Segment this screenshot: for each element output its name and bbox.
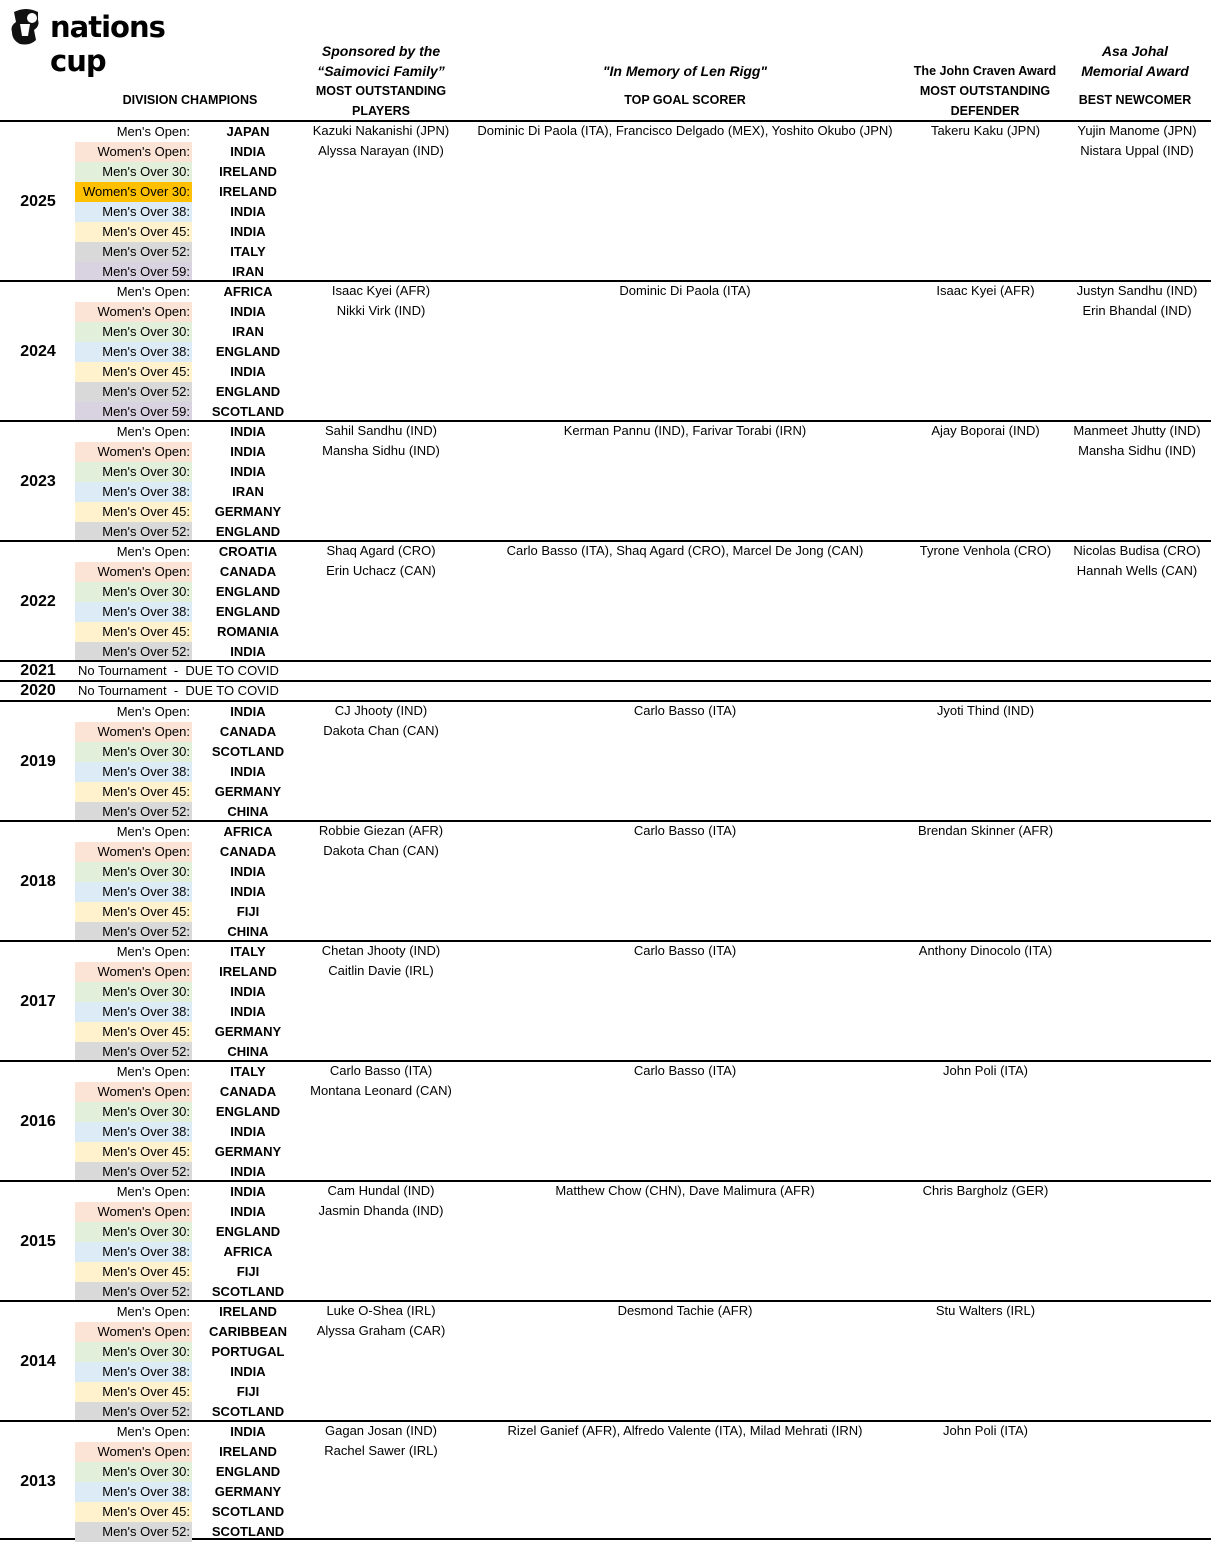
best-defender: Tyrone Venhola (CRO) [919,543,1052,558]
division-label: Women's Open: [75,1082,192,1102]
mvp-winner: Alyssa Narayan (IND) [318,143,444,158]
top-goal-scorer: Dominic Di Paola (ITA), Francisco Delgado (MEX), Yoshito Okubo (JPN) [477,123,893,138]
division-champion: ITALY [230,244,266,259]
division-label: Men's Open: [75,1182,192,1202]
year-label: 2016 [20,1113,56,1130]
newcomer-award-1: Asa Johal [1101,43,1169,59]
division-label: Men's Over 38: [75,1122,192,1142]
division-label: Men's Over 52: [75,522,192,542]
division-label: Men's Over 30: [75,982,192,1002]
top-goal-scorer: Carlo Basso (ITA) [633,1063,737,1078]
best-defender: Takeru Kaku (JPN) [930,123,1041,138]
division-label: Men's Over 52: [75,1522,192,1542]
division-label: Men's Over 52: [75,922,192,942]
best-defender: Stu Walters (IRL) [935,1303,1036,1318]
division-champion: SCOTLAND [211,1504,285,1519]
newcomer-title: BEST NEWCOMER [1078,93,1192,107]
mvp-winner: CJ Jhooty (IND) [334,703,428,718]
division-label: Women's Open: [75,562,192,582]
division-champion: INDIA [230,704,266,719]
division-label: Men's Over 38: [75,1002,192,1022]
mvp-winner: Sahil Sandhu (IND) [325,423,437,438]
division-champion: CANADA [219,564,277,579]
mvp-header [300,41,462,121]
year-block-2017 [0,940,1211,1060]
division-champion: IRELAND [219,164,277,179]
division-label: Women's Open: [75,302,192,322]
division-champion: AFRICA [223,824,273,839]
defender-title-2: DEFENDER [950,104,1020,118]
year-label: 2017 [20,993,56,1010]
division-label: Men's Over 52: [75,242,192,262]
best-defender: Isaac Kyei (AFR) [936,283,1035,298]
division-champion: GERMANY [214,784,282,799]
year-label: 2014 [20,1353,56,1370]
division-label: Men's Open: [75,1062,192,1082]
best-newcomer: Erin Bhandal (IND) [1082,303,1192,318]
year-label: 2019 [20,753,56,770]
nations-cup-logo [6,6,206,78]
mvp-winner: Dakota Chan (CAN) [323,843,439,858]
division-label: Men's Over 45: [75,902,192,922]
division-champion: CANADA [219,1084,277,1099]
division-champion: IRELAND [219,184,277,199]
mvp-winner: Caitlin Davie (IRL) [328,963,434,978]
division-champion: PORTUGAL [211,1344,285,1359]
mvp-winner: Montana Leonard (CAN) [310,1083,452,1098]
division-champion: INDIA [230,224,266,239]
best-newcomer: Mansha Sidhu (IND) [1078,443,1196,458]
division-label: Men's Over 52: [75,1162,192,1182]
best-defender: Ajay Boporai (IND) [931,423,1040,438]
year-label: 2025 [20,193,56,210]
division-label: Men's Over 45: [75,1382,192,1402]
division-champion: INDIA [230,1424,266,1439]
division-label: Men's Open: [75,282,192,302]
division-champion: INDIA [230,984,266,999]
division-champion: IRELAND [219,1444,277,1459]
division-champion: FIJI [236,904,260,919]
mvp-winner: Erin Uchacz (CAN) [326,563,436,578]
division-champion: ENGLAND [215,1464,281,1479]
best-newcomer: Justyn Sandhu (IND) [1076,283,1198,298]
division-champion: IRAN [232,324,264,339]
division-champion: INDIA [230,424,266,439]
division-champion: CHINA [227,804,269,819]
division-champion: INDIA [230,1164,266,1179]
mvp-winner: Luke O-Shea (IRL) [326,1303,436,1318]
division-label: Women's Over 30: [75,182,192,202]
division-champion: SCOTLAND [211,1284,285,1299]
division-champion: IRAN [232,484,264,499]
top-goal-scorer: Carlo Basso (ITA) [633,943,737,958]
mvp-winner: Alyssa Graham (CAR) [316,1323,446,1338]
division-label: Men's Over 38: [75,882,192,902]
defender-title: MOST OUTSTANDING [919,84,1051,98]
division-label: Men's Over 59: [75,262,192,282]
mvp-winner: Kazuki Nakanishi (JPN) [312,123,450,138]
division-champion: CANADA [219,844,277,859]
division-label: Men's Open: [75,122,192,142]
division-label: Men's Over 30: [75,1102,192,1122]
division-label: Men's Over 45: [75,1502,192,1522]
division-label: Men's Over 52: [75,1282,192,1302]
division-champion: GERMANY [214,504,282,519]
division-label: Men's Over 45: [75,1262,192,1282]
defender-award: The John Craven Award [913,64,1057,78]
division-label: Men's Open: [75,1422,192,1442]
division-label: Men's Over 38: [75,762,192,782]
division-label: Men's Open: [75,822,192,842]
mvp-sponsor-line: Sponsored by the [321,43,441,59]
division-label: Men's Open: [75,542,192,562]
division-label: Men's Over 45: [75,1022,192,1042]
division-label: Men's Over 30: [75,462,192,482]
division-label: Men's Open: [75,422,192,442]
mvp-title: MOST OUTSTANDING [315,84,447,98]
year-block-2014 [0,1300,1211,1420]
division-champion: GERMANY [214,1484,282,1499]
division-label: Women's Open: [75,962,192,982]
division-champion: INDIA [230,364,266,379]
year-block-2025 [0,120,1211,280]
division-champion: FIJI [236,1264,260,1279]
division-label: Men's Over 52: [75,1402,192,1422]
best-defender: John Poli (ITA) [942,1063,1028,1078]
division-champion: INDIA [230,1124,266,1139]
year-block-2013 [0,1420,1211,1540]
best-newcomer: Nicolas Budisa (CRO) [1073,543,1201,558]
division-label: Men's Over 45: [75,782,192,802]
mvp-title-2: PLAYERS [352,104,410,118]
division-champion: GERMANY [214,1024,282,1039]
division-label: Men's Over 30: [75,1222,192,1242]
best-defender: Brendan Skinner (AFR) [917,823,1054,838]
division-label: Men's Open: [75,1302,192,1322]
division-champion: IRELAND [219,1304,277,1319]
division-champion: ENGLAND [215,604,281,619]
division-champions-title: DIVISION CHAMPIONS [122,93,258,107]
division-champion: SCOTLAND [211,404,285,419]
year-block-2015 [0,1180,1211,1300]
division-label: Men's Over 45: [75,222,192,242]
division-champion: INDIA [230,464,266,479]
mvp-winner: Carlo Basso (ITA) [329,1063,433,1078]
division-champion: CARIBBEAN [209,1324,287,1339]
division-label: Men's Over 30: [75,582,192,602]
division-label: Men's Over 30: [75,862,192,882]
best-defender: Chris Bargholz (GER) [922,1183,1049,1198]
division-label: Men's Over 30: [75,742,192,762]
division-champion: INDIA [230,1004,266,1019]
newcomer-award-2: Memorial Award [1081,63,1189,79]
mvp-winner: Chetan Jhooty (IND) [321,943,441,958]
division-champion: GERMANY [214,1144,282,1159]
division-label: Women's Open: [75,1322,192,1342]
newcomer-header [1060,41,1210,110]
division-champion: ROMANIA [216,624,280,639]
division-label: Men's Over 30: [75,162,192,182]
best-newcomer: Hannah Wells (CAN) [1076,563,1198,578]
top-goal-scorer: Desmond Tachie (AFR) [617,1303,753,1318]
best-defender: John Poli (ITA) [942,1423,1028,1438]
division-champion: ENGLAND [215,384,281,399]
best-newcomer: Manmeet Jhutty (IND) [1073,423,1201,438]
division-champion: ITALY [230,1064,266,1079]
division-label: Men's Over 30: [75,322,192,342]
division-label: Men's Over 45: [75,502,192,522]
division-champion: INDIA [230,304,266,319]
division-label: Men's Over 38: [75,1242,192,1262]
top-goal-scorer: Carlo Basso (ITA), Shaq Agard (CRO), Marcel De Jong (CAN) [506,543,864,558]
top-goal-scorer: Carlo Basso (ITA) [633,703,737,718]
division-champion: ENGLAND [215,1104,281,1119]
year-label: 2020 [20,682,56,699]
division-champion: INDIA [230,884,266,899]
division-label: Men's Over 52: [75,802,192,822]
top-goal-scorer: Kerman Pannu (IND), Farivar Torabi (IRN) [563,423,807,438]
best-newcomer: Nistara Uppal (IND) [1080,143,1194,158]
division-label: Men's Over 59: [75,402,192,422]
mvp-winner: Dakota Chan (CAN) [323,723,439,738]
division-champion: SCOTLAND [211,1524,285,1539]
best-newcomer: Yujin Manome (JPN) [1077,123,1197,138]
division-champion: INDIA [230,764,266,779]
division-label: Men's Over 30: [75,1462,192,1482]
division-champion: CHINA [227,1044,269,1059]
division-champion: CHINA [227,924,269,939]
top-goal-scorer: Carlo Basso (ITA) [633,823,737,838]
trophy-player-icon [6,6,48,48]
results-table [0,120,1211,1540]
division-label: Men's Over 45: [75,622,192,642]
mvp-winner: Rachel Sawer (IRL) [324,1443,438,1458]
division-label: Women's Open: [75,722,192,742]
year-block-2016 [0,1060,1211,1180]
division-label: Men's Over 38: [75,202,192,222]
best-defender: Anthony Dinocolo (ITA) [918,943,1053,958]
division-label: Men's Open: [75,942,192,962]
year-label: 2024 [20,343,56,360]
division-champion: CROATIA [218,544,278,559]
division-label: Men's Open: [75,702,192,722]
goal-header [462,61,908,110]
division-champion: INDIA [230,444,266,459]
division-label: Men's Over 52: [75,1042,192,1062]
mvp-winner: Cam Hundal (IND) [327,1183,435,1198]
division-label: Women's Open: [75,1202,192,1222]
division-label: Women's Open: [75,1442,192,1462]
division-champion: JAPAN [226,124,270,139]
mvp-winner: Mansha Sidhu (IND) [322,443,440,458]
mvp-winner: Jasmin Dhanda (IND) [318,1203,444,1218]
division-label: Women's Open: [75,842,192,862]
year-block-2020 [0,680,1211,700]
year-block-2023 [0,420,1211,540]
division-champion: ENGLAND [215,344,281,359]
year-block-2024 [0,280,1211,420]
division-label: Men's Over 52: [75,382,192,402]
mvp-winner: Nikki Virk (IND) [336,303,426,318]
division-champion: SCOTLAND [211,1404,285,1419]
year-label: 2013 [20,1473,56,1490]
year-label: 2021 [20,662,56,679]
mvp-winner: Gagan Josan (IND) [325,1423,437,1438]
division-label: Men's Over 45: [75,1142,192,1162]
division-champion: INDIA [230,204,266,219]
division-champion: ENGLAND [215,1224,281,1239]
year-label: 2023 [20,473,56,490]
division-champion: SCOTLAND [211,744,285,759]
mvp-winner: Robbie Giezan (AFR) [318,823,444,838]
top-goal-scorer: Rizel Ganief (AFR), Alfredo Valente (ITA), Milad Mehrati (IRN) [507,1423,863,1438]
year-block-2019 [0,700,1211,820]
no-tournament-note: No Tournament - DUE TO COVID [78,663,279,678]
no-tournament-note: No Tournament - DUE TO COVID [78,683,279,698]
mvp-sponsor-name: “Saimovici Family” [317,63,445,79]
division-label: Men's Over 52: [75,642,192,662]
division-label: Men's Over 38: [75,1362,192,1382]
division-champion: FIJI [236,1384,260,1399]
year-block-2022 [0,540,1211,660]
division-champion: ENGLAND [215,524,281,539]
division-label: Men's Over 38: [75,602,192,622]
division-label: Women's Open: [75,442,192,462]
mvp-winner: Shaq Agard (CRO) [326,543,436,558]
division-champion: INDIA [230,864,266,879]
division-champion: ITALY [230,944,266,959]
division-champion: CANADA [219,724,277,739]
division-champion: INDIA [230,644,266,659]
division-champion: INDIA [230,1184,266,1199]
goal-memorial: "In Memory of Len Rigg" [602,63,768,79]
top-goal-scorer: Matthew Chow (CHN), Dave Malimura (AFR) [555,1183,815,1198]
division-label: Men's Over 30: [75,1342,192,1362]
division-label: Women's Open: [75,142,192,162]
year-block-2018 [0,820,1211,940]
division-champion: INDIA [230,144,266,159]
defender-header [905,61,1065,121]
year-label: 2018 [20,873,56,890]
division-champion: IRAN [232,264,264,279]
division-champion: ENGLAND [215,584,281,599]
division-champion: AFRICA [223,1244,273,1259]
division-label: Men's Over 45: [75,362,192,382]
division-champion: INDIA [230,1364,266,1379]
year-block-2021 [0,660,1211,680]
division-champion: INDIA [230,1204,266,1219]
division-label: Men's Over 38: [75,1482,192,1502]
division-champion: IRELAND [219,964,277,979]
goal-title: TOP GOAL SCORER [624,93,746,107]
year-label: 2022 [20,593,56,610]
best-defender: Jyoti Thind (IND) [936,703,1035,718]
logo-text: nations cup [50,10,165,78]
mvp-winner: Isaac Kyei (AFR) [331,283,431,298]
top-goal-scorer: Dominic Di Paola (ITA) [619,283,751,298]
year-label: 2015 [20,1233,56,1250]
division-label: Men's Over 38: [75,482,192,502]
division-champion: AFRICA [223,284,273,299]
division-champions-header [100,90,280,110]
division-label: Men's Over 38: [75,342,192,362]
